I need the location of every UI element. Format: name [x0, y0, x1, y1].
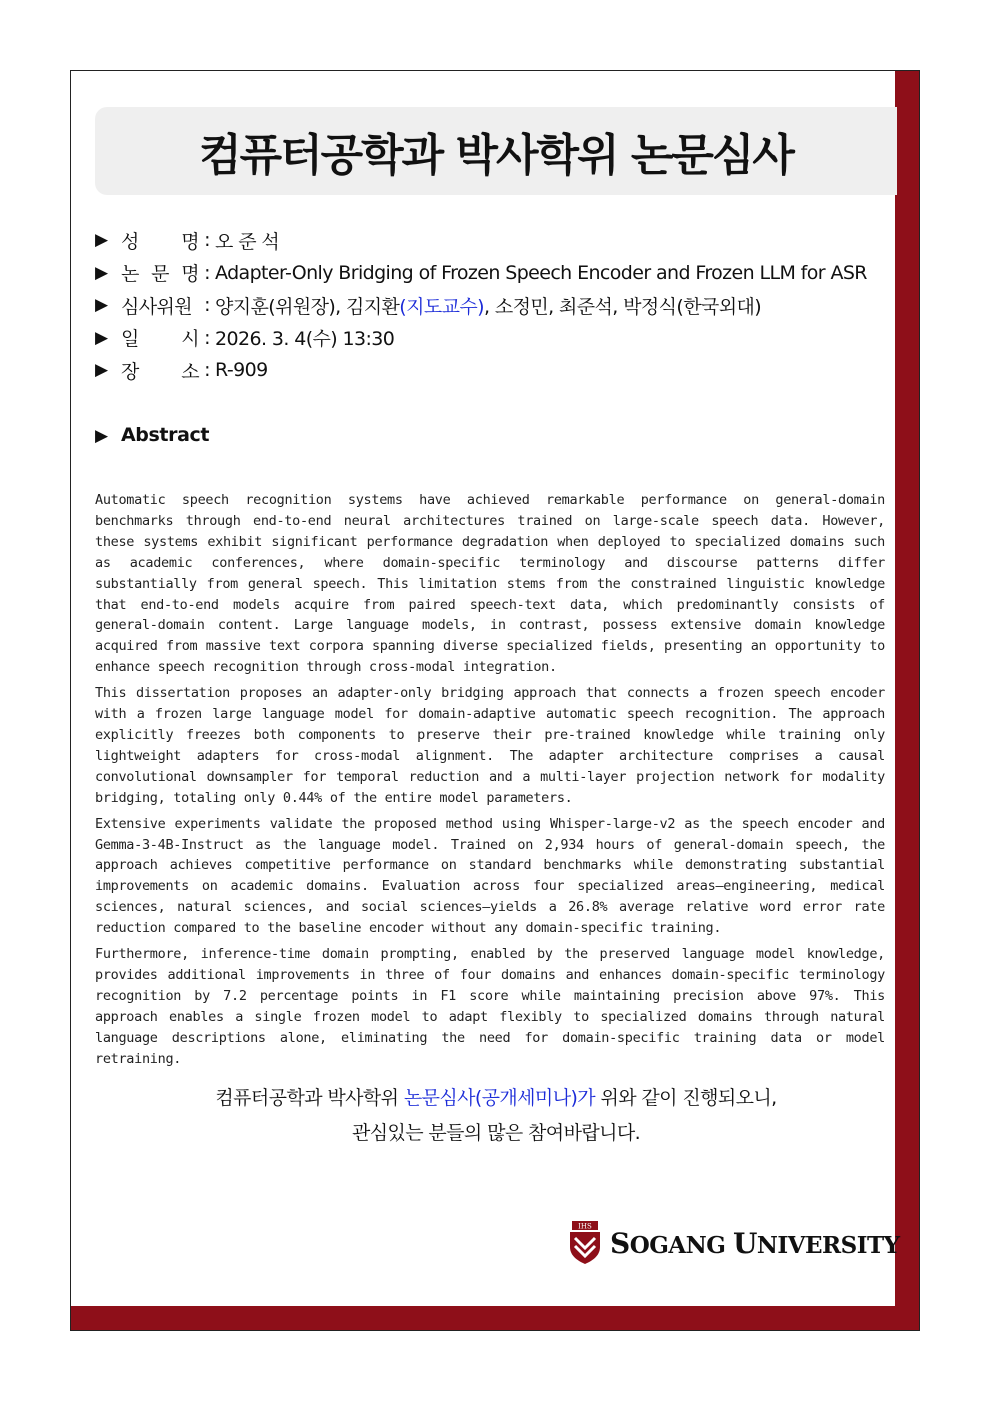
university-name: SOGANG UNIVERSITY [610, 1226, 900, 1260]
closing-text: 위와 같이 진행되오니, [595, 1087, 777, 1109]
committee-members: 양지훈(위원장), 김지환 [215, 295, 400, 318]
advisor-tag: (지도교수) [399, 295, 484, 318]
crest-text: IHS [578, 1222, 592, 1231]
abstract-heading-text: Abstract [121, 424, 210, 446]
triangle-bullet-icon: ▶ [95, 360, 108, 381]
info-row-place [95, 354, 895, 387]
info-row-thesis [95, 257, 895, 290]
right-accent-bar [895, 71, 919, 1330]
bottom-accent-bar [71, 1306, 919, 1330]
closing-highlight: 논문심사(공개세미나)가 [403, 1087, 596, 1109]
abstract-paragraph: Automatic speech recognition systems have achieved remarkable performance on general-domain benchmarks through end-to-end neural architectures trained on large-scale speech data. However, these systems exhibit significant performance degradation when deployed to specialized domains such as academic conferences, where domain-specific terminology and discourse patterns differ substantially from general speech. This limitation stems from the constrained linguistic knowledge that end-to-end models acquire from paired speech-text data, which predominantly consists of general-domain content. Large language models, in contrast, possess extensive domain knowledge acquired from massive text corpora spanning diverse specialized fields, presenting an opportunity to enhance speech recognition through cross-modal integration. [95, 492, 885, 676]
place-label: 장 소 [121, 360, 199, 383]
colon: : [204, 359, 210, 382]
triangle-bullet-icon: ▶ [95, 295, 108, 316]
sogang-logo [568, 1221, 900, 1265]
colon: : [204, 229, 210, 252]
info-row-date [95, 322, 895, 355]
triangle-bullet-icon: ▶ [95, 327, 108, 348]
closing-message [95, 1081, 897, 1151]
abstract-paragraph: Furthermore, inference-time domain prompting, enabled by the preserved language model knowledge, provides additional improvements in three of four domains and enhances domain-specific terminology recognition by 7.2 percentage points in F1 score while maintaining precision above 97%. This approach enables a single frozen model to adapt flexibly to specialized domains through natural language descriptions alone, eliminating the need for domain-specific training data or model retraining. [95, 946, 885, 1067]
abstract-paragraph: Extensive experiments validate the proposed method using Whisper-large-v2 as the speech encoder and Gemma-3-4B-Instruct as the language model. Trained on 2,934 hours of general-domain speech, the approach achieves competitive performance on standard benchmarks while demonstrating substantial improvements on academic domains. Evaluation across four specialized areas—engineering, medical sciences, natural sciences, and social sciences—yields a 26.8% average relative word error rate reduction compared to the baseline encoder without any domain-specific training. [95, 815, 885, 937]
name-label: 성 명 [121, 230, 199, 253]
thesis-value: Adapter-Only Bridging of Frozen Speech Encoder and Frozen LLM for ASR [215, 261, 867, 284]
committee-label: 심사위원 [121, 295, 193, 318]
colon: : [204, 294, 210, 317]
page-title: 컴퓨터공학과 박사학위 논문심사 [199, 130, 793, 181]
abstract-body [95, 490, 885, 1074]
triangle-bullet-icon: ▶ [95, 230, 108, 251]
closing-line-1 [95, 1081, 897, 1116]
info-row-name [95, 224, 895, 257]
committee-value [215, 292, 761, 319]
notice-frame [70, 70, 920, 1331]
triangle-bullet-icon: ▶ [95, 426, 108, 446]
info-list [95, 224, 895, 387]
date-label: 일 시 [121, 328, 199, 351]
info-row-committee [95, 289, 895, 322]
closing-line-2: 관심있는 분들의 많은 참여바랍니다. [351, 1122, 641, 1144]
title-box [95, 107, 897, 195]
date-value: 2026. 3. 4(수) 13:30 [215, 328, 395, 351]
place-value: R-909 [215, 359, 268, 382]
abstract-paragraph: This dissertation proposes an adapter-only bridging approach that connects a frozen speech encoder with a frozen large language model for domain-adaptive automatic speech recognition. The approach explicitly freezes both components to preserve their pre-trained knowledge while training only lightweight adapters for cross-modal alignment. The adapter architecture comprises a causal convolutional downsampler for temporal reduction and a multi-layer projection network for modality bridging, totaling only 0.44% of the entire model parameters. [95, 685, 885, 806]
name-value: 오 준 석 [215, 230, 280, 253]
abstract-heading [95, 424, 209, 446]
closing-text: 컴퓨터공학과 박사학위 [215, 1087, 404, 1109]
university-crest-icon [568, 1221, 602, 1265]
thesis-label: 논 문 명 [121, 263, 199, 286]
colon: : [204, 326, 210, 349]
colon: : [204, 261, 210, 284]
triangle-bullet-icon: ▶ [95, 262, 108, 283]
committee-members-rest: , 소정민, 최준석, 박정식(한국외대) [483, 295, 762, 318]
